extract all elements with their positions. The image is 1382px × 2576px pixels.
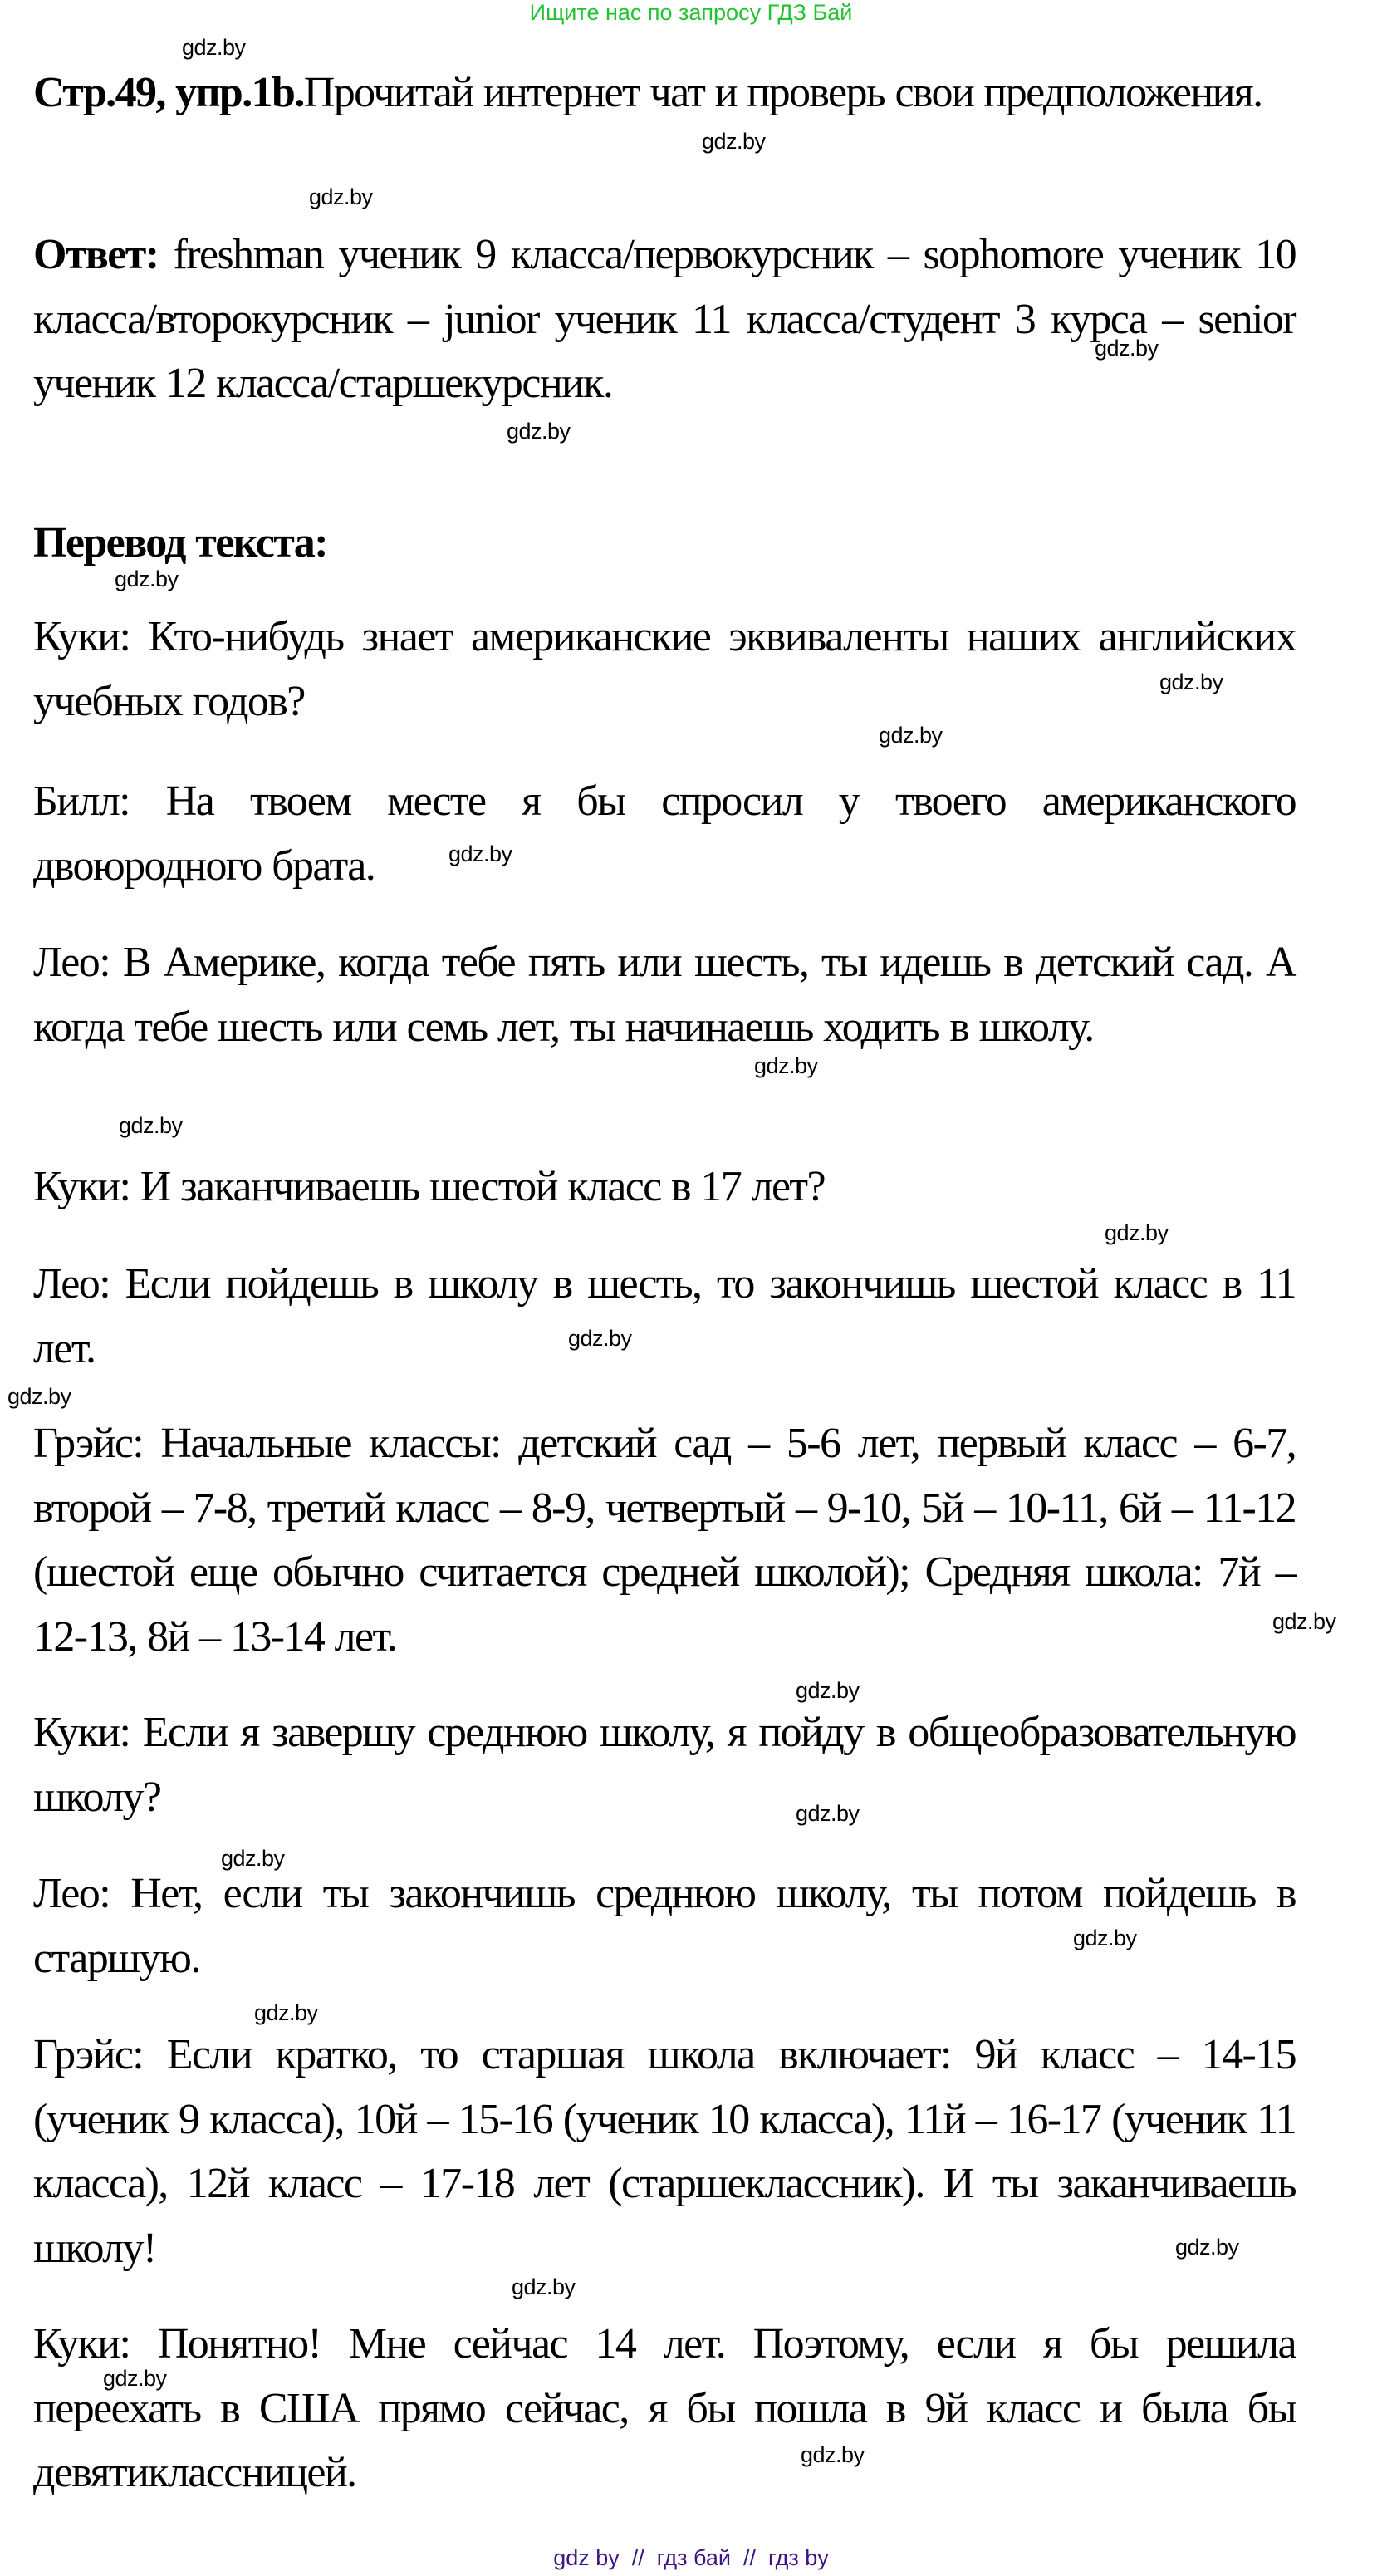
answer-label: Ответ: [33,231,159,278]
chat-line-leo-1: Лео: В Америке, когда тебе пять или шесть, ты идешь в детский сад. А когда тебе шесть или семь лет, ты начинаешь ходить в школу. [33,939,1296,1051]
watermark-text: gdz.by [309,184,373,209]
answer-paragraph [33,223,1296,416]
chat-line-grace-2: Грэйс: Если кратко, то старшая школа включает: 9й класс – 14-15 (ученик 9 класса), 10й – 15-16 (ученик 10 класса), 11й – 16-17 (ученик 11 класса), 12й класс – 17-18 лет (старшеклассник). И ты заканчиваешь школу! [33,2031,1296,2272]
watermark-text: gdz.by [7,1384,71,1409]
watermark-text: gdz.by [115,567,179,591]
watermark-text: gdz.by [1095,336,1159,361]
translation-heading: Перевод текста: [33,519,327,567]
watermark-text: gdz.by [1159,670,1223,694]
watermark-text: gdz.by [119,1113,183,1138]
exercise-label: Стр.49, упр.1b. [33,69,304,116]
watermark-text: gdz.by [103,2366,167,2391]
watermark-text: gdz.by [1272,1609,1336,1634]
watermark-text: gdz.by [1175,2235,1239,2260]
exercise-instruction: Прочитай интернет чат и проверь свои предположения. [303,69,1262,116]
chat-line-cooky-2: Куки: И заканчиваешь шестой класс в 17 лет? [33,1163,826,1210]
watermark-text: gdz.by [1105,1220,1169,1245]
chat-line-leo-2: Лео: Если пойдешь в школу в шесть, то закончишь шестой класс в 11 лет. [33,1260,1296,1372]
watermark-text: gdz.by [182,35,246,60]
exercise-title [33,61,1296,125]
watermark-text: gdz.by [254,2000,318,2025]
chat-line-grace-1: Грэйс: Начальные классы: детский сад – 5-6 лет, первый класс – 6-7, второй – 7-8, третий класс – 8-9, четвертый – 9-10, 5й – 10-11, 6й – 11-12 (шестой еще обычно считается средней школой); Средняя школа: 7й – 12-13, 8й – 13-14 лет. [33,1420,1296,1661]
watermark-text: gdz.by [754,1053,818,1078]
watermark-text: gdz.by [512,2274,576,2299]
site-banner: Ищите нас по запросу ГДЗ Бай [529,0,853,25]
chat-line-cooky-3: Куки: Если я завершу среднюю школу, я пойду в общеобразовательную школу? [33,1709,1296,1821]
site-footer: gdz by // гдз бай // гдз by [553,2545,829,2570]
answer-text: freshman ученик 9 класса/первокурсник – sophomore ученик 10 класса/второкурсник – junior ученик 11 класса/студент 3 курса – senior ученик 12 класса/старшекурсник. [33,231,1296,407]
chat-line-cooky-1: Куки: Кто-нибудь знает американские эквиваленты наших английских учебных годов? [33,613,1296,725]
watermark-text: gdz.by [568,1326,632,1351]
watermark-text: gdz.by [448,841,512,866]
watermark-text: gdz.by [1073,1926,1137,1950]
watermark-text: gdz.by [702,129,766,154]
chat-line-bill-1: Билл: На твоем месте я бы спросил у твоего американского двоюродного брата. [33,778,1296,890]
chat-line-leo-3: Лео: Нет, если ты закончишь среднюю школу, ты потом пойдешь в старшую. [33,1870,1296,1982]
watermark-text: gdz.by [879,723,943,748]
watermark-text: gdz.by [801,2442,865,2467]
watermark-text: gdz.by [221,1846,285,1871]
watermark-text: gdz.by [796,1801,860,1826]
watermark-text: gdz.by [507,419,571,444]
chat-line-cooky-4: Куки: Понятно! Мне сейчас 14 лет. Поэтому, если я бы решила переехать в США прямо сейчас, я бы пошла в 9й класс и была бы девятиклассницей. [33,2320,1296,2496]
watermark-text: gdz.by [796,1678,860,1703]
